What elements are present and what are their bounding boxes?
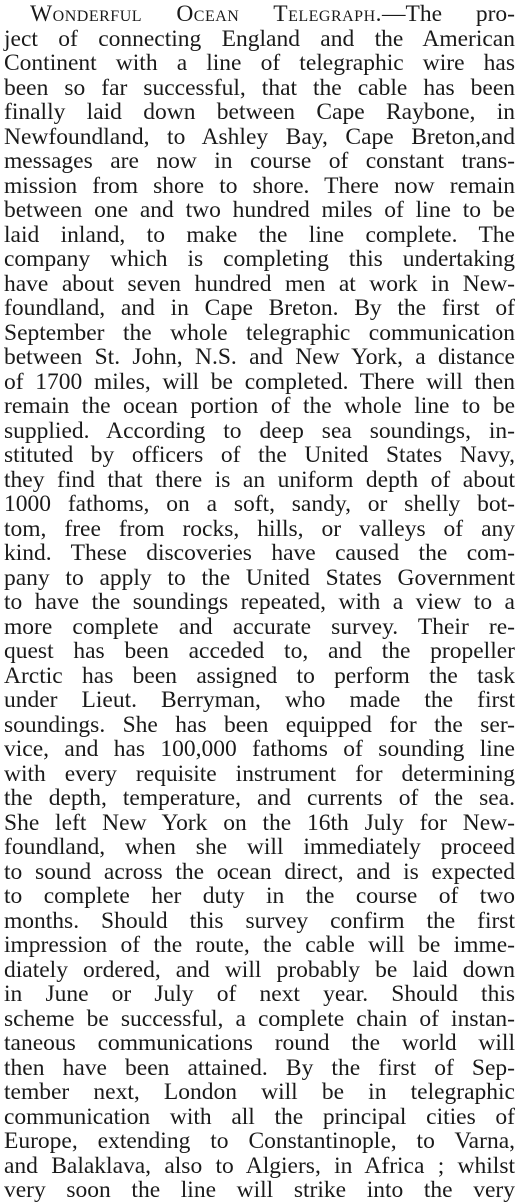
article-line: taneous communications round the world will [4,1030,515,1056]
article-line: company which is completing this undertaking [4,246,515,272]
article-line: impression of the route, the cable will be imme- [4,932,515,958]
article-line: finally laid down between Cape Raybone, in [4,99,515,125]
article-line: the depth, temperature, and currents of the sea. [4,785,515,811]
article-line: Newfoundland, to Ashley Bay, Cape Breton,and [4,123,515,150]
article-line: quest has been acceded to, and the propeller [4,638,515,664]
article-line: Arctic has been assigned to perform the task [4,662,515,689]
article-line: mission from shore to shore. There now remain [4,172,515,199]
article-line: have about seven hundred men at work in New- [4,270,515,297]
article-line: communication with all the principal cities of [4,1103,515,1130]
article-line: tom, free from rocks, hills, or valleys of any [4,515,515,542]
article-line: messages are now in course of constant trans- [4,148,515,174]
article-line: Europe, extending to Constantinople, to Varna, [4,1128,515,1154]
article-first-line [0,2,518,27]
article-line: very soon the line will strike into the very [4,1177,515,1203]
article-line: foundland, and in Cape Breton. By the first of [4,295,515,321]
article-line: pany to apply to the United States Government [4,564,515,591]
article-line: Continent with a line of telegraphic wire has [4,50,515,76]
article-line: soundings. She has been equipped for the ser- [4,711,515,738]
article-line: to complete her duty in the course of two [4,883,515,909]
article-line: supplied. According to deep sea soundings, in- [4,417,515,444]
article-line: diately ordered, and will probably be laid down [4,956,515,983]
article-line: to sound across the ocean direct, and is expected [4,858,515,885]
article-line: stituted by officers of the United States Navy, [4,442,515,468]
article-line: under Lieut. Berryman, who made the first [4,687,515,713]
article-line: ject of connecting England and the American [4,25,515,52]
article-line: kind. These discoveries have caused the com- [4,540,515,566]
article-line: months. Should this survey confirm the first [4,907,515,934]
article-line: between one and two hundred miles of line to be [4,197,515,223]
first-line-text: —The pro- [382,1,516,27]
article-line: tember next, London will be in telegraphic [4,1079,515,1105]
article-line: been so far successful, that the cable has been [4,74,515,101]
article-line: between St. John, N.S. and New York, a distance [4,344,515,370]
article-line: She left New York on the 16th July for New- [4,809,515,836]
article-line: vice, and has 100,000 fathoms of sounding line [4,736,515,762]
article-line: in June or July of next year. Should this [4,981,515,1007]
article-line: of 1700 miles, will be completed. There will then [4,368,515,395]
article-line: and Balaklava, also to Algiers, in Africa ; whilst [4,1152,515,1179]
article-line: to have the soundings repeated, with a view to a [4,589,515,615]
article-line: September the whole telegraphic communication [4,319,515,346]
article-line: they find that there is an uniform depth of about [4,466,515,493]
article-line: foundland, when she will immediately proceed [4,834,515,860]
article-line: 1000 fathoms, on a soft, sandy, or shelly bot- [4,491,515,517]
article-headline: Wonderful Ocean Telegraph. [30,1,383,27]
article-line: laid inland, to make the line complete. The [4,221,515,248]
article-line: with every requisite instrument for determining [4,760,515,787]
article-line: more complete and accurate survey. Their re- [4,613,515,640]
article-line: remain the ocean portion of the whole line to be [4,393,515,419]
article-line: then have been attained. By the first of Sep- [4,1054,515,1081]
article-line: scheme be successful, a complete chain of instan- [4,1005,515,1032]
